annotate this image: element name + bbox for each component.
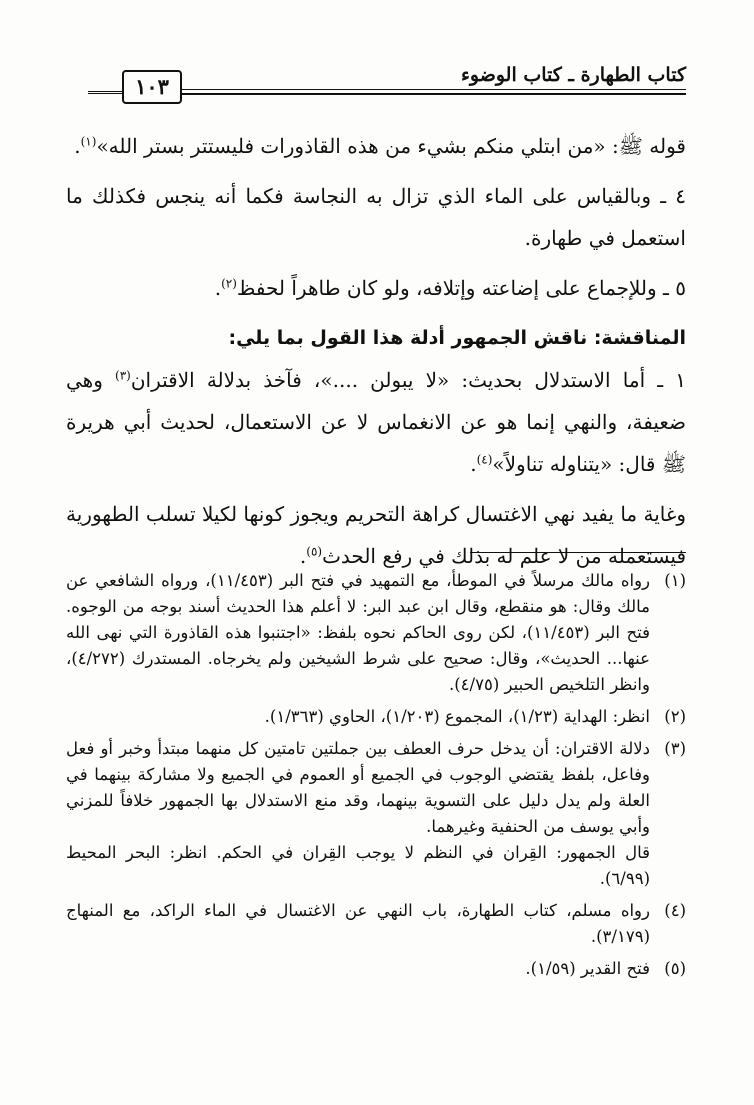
header-rule-thick <box>180 93 686 95</box>
running-title: كتاب الطهارة ـ كتاب الوضوء <box>460 64 686 86</box>
footnote-text: فتح القدير (١/٥٩). <box>525 959 650 978</box>
footnote-text: انظر: الهداية (١/٢٣)، المجموع (١/٢٠٣)، الحاوي (١/٣٦٣). <box>264 707 650 726</box>
paragraph-3 <box>66 267 686 309</box>
footnote-1 <box>66 568 686 698</box>
footnote-ref-2: (٢) <box>221 276 237 291</box>
footnote-text: رواه مالك مرسلاً في الموطأ، مع التمهيد في فتح البر (١١/٤٥٣)، ورواه الشافعي عن مالك وقال: هو منقطع، وقال ابن عبد البر: لا أعلم هذا الحديث أسند بوجه من الوجوه. فتح البر (١١/٤٥٣)، لكن روى الحاكم نحوه بلفظ: «اجتنبوا هذه القاذورة التي نهى الله عنها... الحديث»، وقال: صحيح على شرط الشيخين ولم يخرجاه. المستدرك (٤/٢٧٢)، وانظر التلخيص الحبير (٤/٧٥). <box>66 571 651 694</box>
footnote-ref-3: (٣) <box>115 368 131 383</box>
paragraph-5-text: وغاية ما يفيد نهي الاغتسال كراهة التحريم ويجوز كونها لكيلا تسلب الطهورية فيستعمله من لا علم له بذلك في رفع الحدث <box>66 502 686 568</box>
paragraph-2: ٤ ـ وبالقياس على الماء الذي تزال به النجاسة فكما أنه ينجس فكذلك ما استعمل في طهارة. <box>66 184 686 250</box>
footnote-number: (٥) <box>664 959 686 978</box>
footnote-text-continued: قال الجمهور: القِران في النظم لا يوجب القِران في الحكم. انظر: البحر المحيط (٦/٩٩). <box>66 843 650 888</box>
footnote-4 <box>66 898 686 950</box>
paragraph-3-end: . <box>214 276 222 300</box>
footnote-2 <box>66 704 686 730</box>
paragraph-1-text: قوله ﷺ: «من ابتلي منكم بشيء من هذه القاذورات فليستتر بستر الله» <box>96 134 686 158</box>
paragraph-4-text-a: ١ ـ أما الاستدلال بحديث: «لا يبولن ....»، فآخذ بدلالة الاقتران <box>130 368 687 392</box>
page-number: ١٠٣ <box>122 70 182 104</box>
footnote-3 <box>66 736 686 892</box>
paragraph-4-text-b: وهي ضعيفة، والنهي إنما هو عن الانغماس لا عن الاستعمال، لحديث أبي هريرة ﷺ قال: «يتناوله تناولاً» <box>66 368 686 476</box>
footnote-ref-1: (١) <box>80 134 97 149</box>
paragraph-1-end: . <box>74 134 81 158</box>
footnote-ref-4: (٤) <box>476 452 493 467</box>
footnote-text: دلالة الاقتران: أن يدخل حرف العطف بين جملتين تامتين كل منهما مبتدأ وخبر أو فعل وفاعل، بلفظ يقتضي الوجوب في الجميع أو العموم في الجميع ولا مشاركة بينهما في العلة ولم يدل دليل على التسوية بينهما، وقد منع الاستدلال بها الجمهور خلافاً للمزني وأبي يوسف من الحنفية وغيرهما. <box>66 739 650 836</box>
section-heading: المناقشة: ناقش الجمهور أدلة هذا القول بما يلي: <box>228 327 686 349</box>
footnote-number: (٤) <box>664 901 686 920</box>
paragraph-3-text: ٥ ـ وللإجماع على إضاعته وإتلافه، ولو كان طاهراً لحفظ <box>236 276 686 300</box>
footnote-number: (١) <box>664 571 686 590</box>
footnote-5 <box>66 956 686 982</box>
footnote-separator <box>470 552 686 553</box>
footnotes <box>66 568 686 988</box>
paragraph-5 <box>66 493 686 577</box>
header-rule <box>180 89 686 90</box>
footnote-number: (٢) <box>664 707 686 726</box>
header-rule-left <box>88 91 122 94</box>
paragraph-5-end: . <box>299 544 307 568</box>
paragraph-1 <box>66 125 686 167</box>
main-text <box>66 125 686 577</box>
footnote-ref-5: (٥) <box>306 544 323 559</box>
paragraph-4-end: . <box>470 452 477 476</box>
page-header <box>88 58 686 102</box>
paragraph-4 <box>66 359 686 485</box>
footnote-number: (٣) <box>664 739 686 758</box>
footnote-text: رواه مسلم، كتاب الطهارة، باب النهي عن الاغتسال في الماء الراكد، مع المنهاج (٣/١٧٩). <box>66 901 650 946</box>
